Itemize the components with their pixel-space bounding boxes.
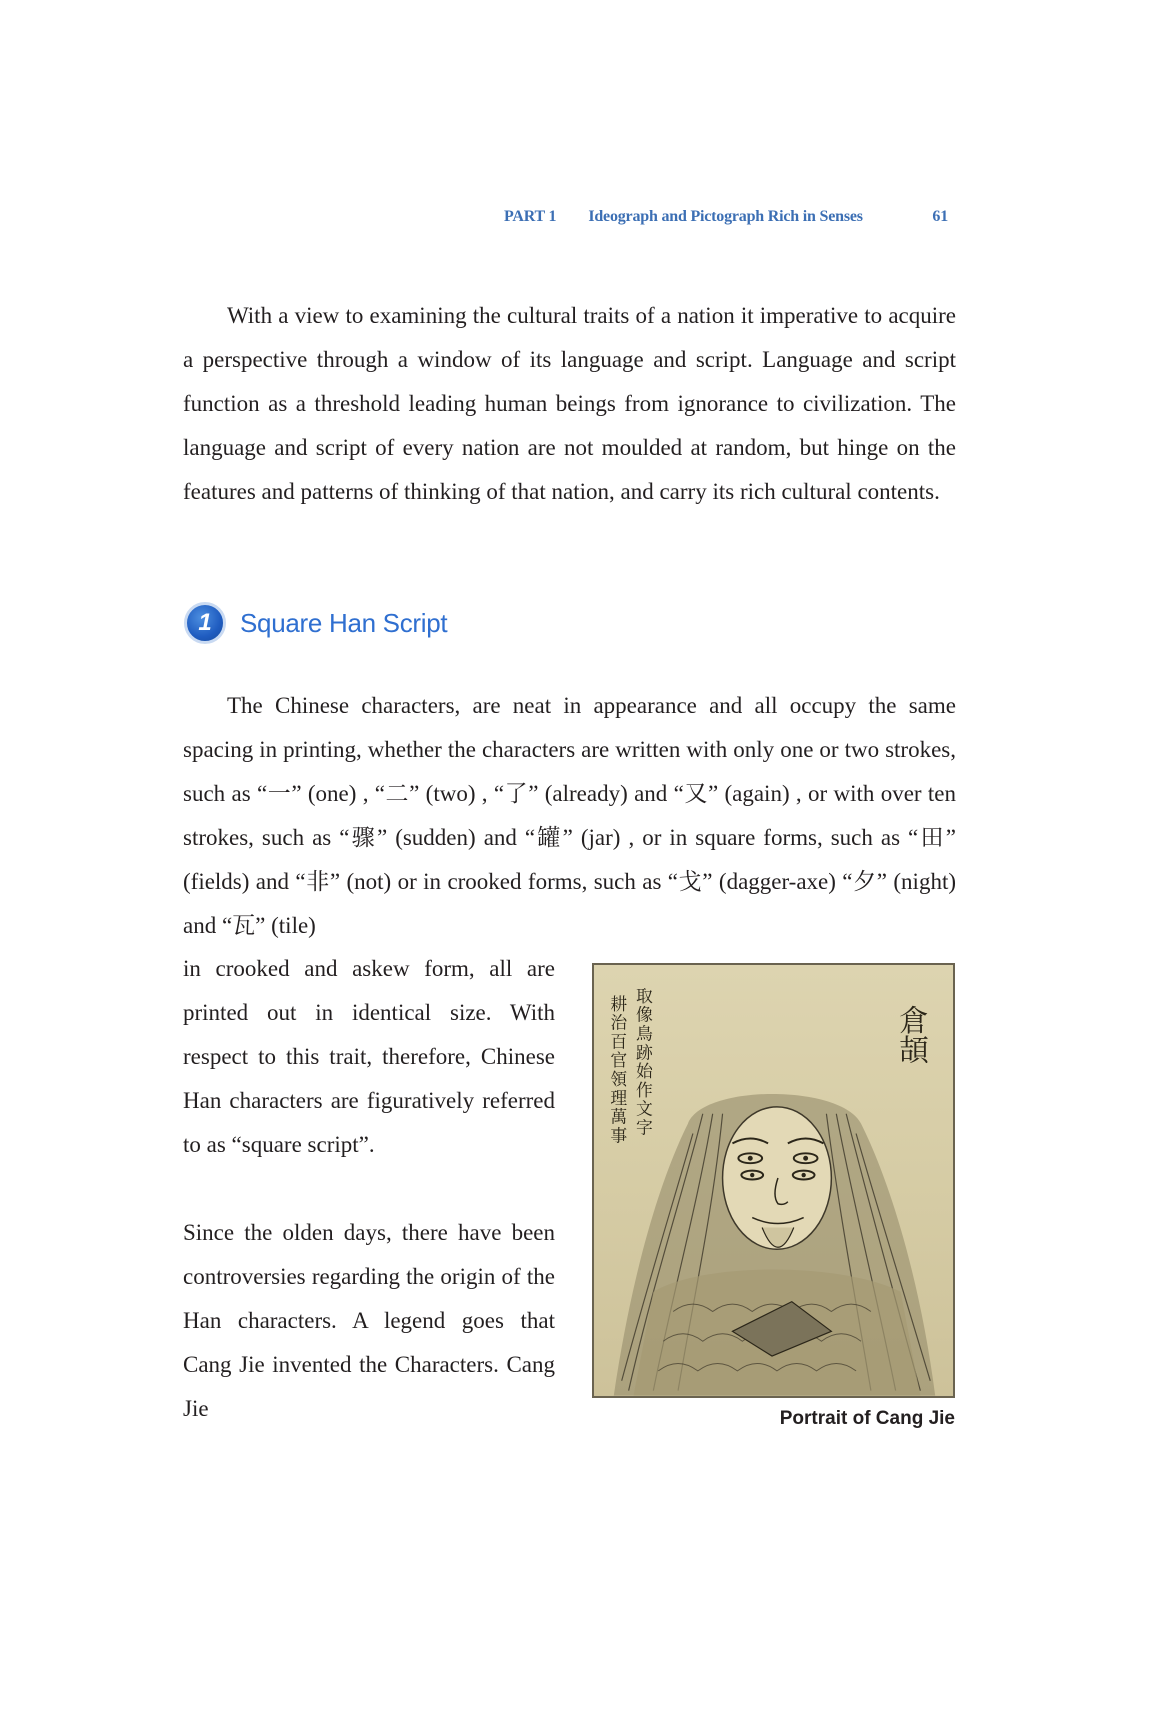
header-title: Ideograph and Pictograph Rich in Senses <box>588 208 863 225</box>
header-part: PART 1 <box>504 208 557 225</box>
section-title: Square Han Script <box>240 607 448 638</box>
paragraph-origin <box>183 1211 555 1431</box>
page-number: 61 <box>932 208 948 225</box>
paragraph-4-text: Since the olden days, there have been controversies regarding the origin of the Han characters. A legend goes that Cang Jie invented the Characters. Cang Jie <box>183 1220 555 1421</box>
portrait-illustration <box>594 965 953 1396</box>
section-number-badge: 1 <box>184 602 226 644</box>
running-header <box>504 208 948 226</box>
section-heading <box>184 602 447 644</box>
paragraph-2-text: The Chinese characters, are neat in appearance and all occupy the same spacing in printing, whether the characters are written with only one or two strokes, such as “一” (one) , “二” (two) , “了” (already) and “又” (again) , or with over ten strokes, such as “骤” (sudden) and “罐” (jar) , or in square forms, such as “田” (fields) and “非” (not) or in crooked forms, such as “戈” (dagger-axe) “夕” (night) and “瓦” (tile) <box>183 693 956 938</box>
paragraph-square-script-cont: in crooked and askew form, all are printed out in identical size. With respect to this trait, therefore, Chinese Han characters are figuratively referred to as “square script”. <box>183 956 555 1157</box>
figure-caption: Portrait of Cang Jie <box>779 1408 955 1429</box>
paragraph-square-script <box>183 684 956 948</box>
intro-paragraph <box>183 294 956 514</box>
portrait-figure <box>592 963 955 1398</box>
inscription-left-col2: 取像鳥跡始作文字 <box>633 987 654 1138</box>
inscription-name: 倉頡 <box>894 1004 930 1065</box>
inscription-left-col1: 耕治百官領理萬事 <box>607 995 628 1146</box>
intro-paragraph-text: With a view to examining the cultural traits of a nation it imperative to acquire a perspective through a window of its language and script. Language and script function as a threshold leading human beings from ignorance to civilization. The language and script of every nation are not moulded at random, but hinge on the features and patterns of thinking of that nation, and carry its rich cultural contents. <box>183 303 956 504</box>
